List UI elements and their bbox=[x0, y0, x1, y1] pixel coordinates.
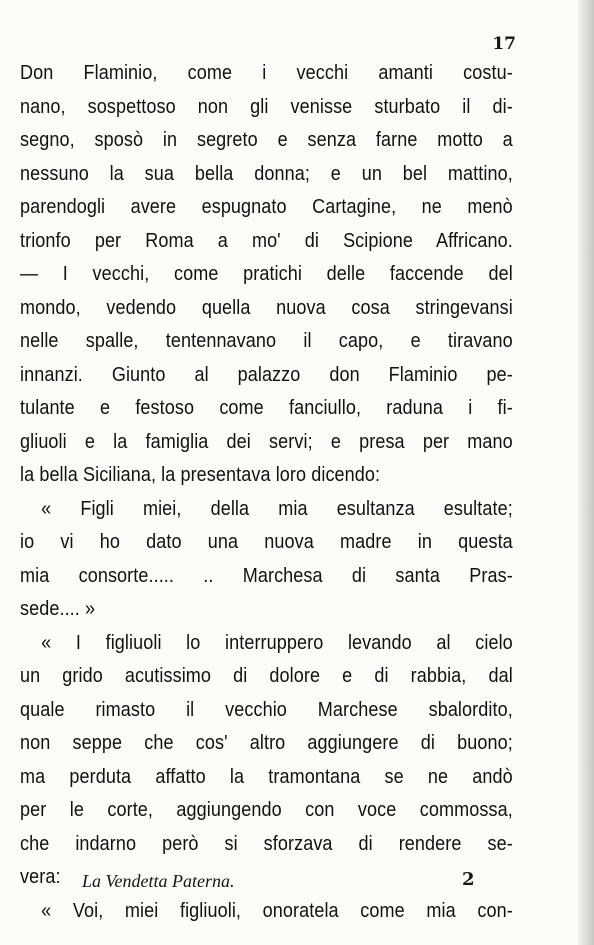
text-line: « Figli miei, della mia esultanza esultate; bbox=[41, 496, 513, 520]
text-line: mia consorte..... .. Marchesa di santa Pras- bbox=[20, 563, 513, 587]
page-edge-shadow bbox=[578, 0, 594, 945]
running-footer-title: La Vendetta Paterna. bbox=[82, 871, 235, 891]
text-line: « Voi, miei figliuoli, onoratela come mia con- bbox=[41, 898, 513, 922]
signature-mark: 2 bbox=[462, 869, 475, 890]
text-line: nano, sospettoso non gli venisse sturbato il di- bbox=[20, 94, 513, 118]
text-line: che indarno però si sforzava di rendere se- bbox=[20, 831, 513, 855]
text-line: gliuoli e la famiglia dei servi; e presa per mano bbox=[20, 429, 513, 453]
body-text bbox=[20, 56, 513, 927]
text-line: — I vecchi, come pratichi delle faccende del bbox=[20, 262, 513, 285]
text-line: nelle spalle, tentennavano il capo, e tiravano bbox=[20, 329, 513, 352]
text-line: sede.... » bbox=[20, 597, 96, 620]
page-number: 17 bbox=[492, 34, 516, 54]
text-line: quale rimasto il vecchio Marchese sbalordito, bbox=[20, 697, 513, 721]
text-line: ma perduta affatto la tramontana se ne andò bbox=[20, 764, 513, 788]
text-line: vera: bbox=[20, 865, 61, 888]
text-line: non seppe che cos' altro aggiungere di buono; bbox=[20, 731, 513, 754]
text-line: mondo, vedendo quella nuova cosa stringevansi bbox=[20, 295, 513, 319]
text-line: « I figliuoli lo interruppero levando al cielo bbox=[41, 630, 513, 654]
text-line: io vi ho dato una nuova madre in questa bbox=[20, 530, 513, 553]
text-line: innanzi. Giunto al palazzo don Flaminio pe- bbox=[20, 362, 513, 386]
text-line: Don Flaminio, come i vecchi amanti costu- bbox=[20, 61, 513, 84]
text-line: per le corte, aggiungendo con voce commossa, bbox=[20, 798, 513, 821]
text-line: tulante e festoso come fanciullo, raduna i fi- bbox=[20, 396, 513, 419]
text-line: parendogli avere espugnato Cartagine, ne menò bbox=[20, 195, 513, 218]
text-line: trionfo per Roma a mo' di Scipione Affricano. bbox=[20, 228, 513, 252]
text-line: la bella Siciliana, la presentava loro dicendo: bbox=[20, 463, 381, 486]
text-line: nessuno la sua bella donna; e un bel mattino, bbox=[20, 161, 513, 185]
text-line: un grido acutissimo di dolore e di rabbia, dal bbox=[20, 664, 513, 687]
text-line: segno, sposò in segreto e senza farne motto a bbox=[20, 128, 513, 151]
